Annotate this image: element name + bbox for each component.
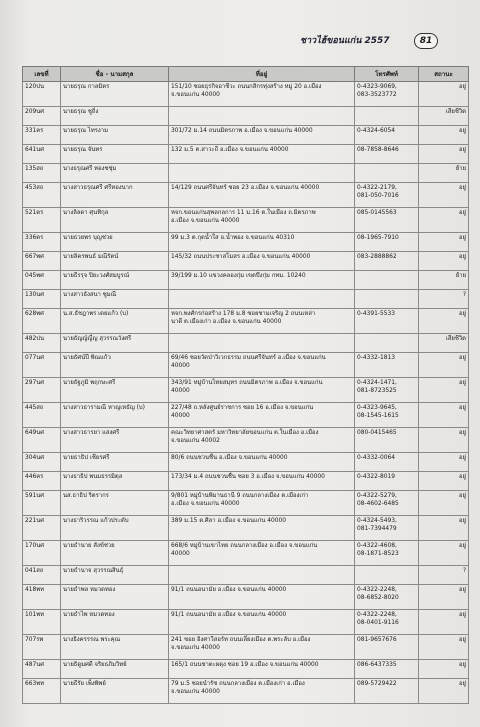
cell-address (169, 541, 355, 566)
table-header-row (23, 67, 469, 82)
cell-status: อยู่ (419, 183, 469, 208)
phone-line: 0-4324-6054 (357, 128, 395, 134)
cell-name: นายธวยพร บุญช่วย (61, 233, 169, 252)
cell-phone (355, 183, 419, 208)
col-header-address: ที่อยู่ (169, 67, 355, 82)
phone-line: 081-9657676 (357, 637, 397, 643)
phone-line: 089-5729422 (357, 681, 397, 687)
cell-name: นายธีรรุจ ปิยะวงศ์สมบูรณ์ (61, 271, 169, 290)
phone-line: 08-1965-7910 (357, 235, 399, 241)
page-number: 81 (414, 33, 438, 49)
cell-phone (355, 334, 419, 353)
table-row (23, 472, 469, 491)
cell-id: 453สถ (23, 183, 61, 208)
cell-name: นายธัศน์ปี พิณแก้ว (61, 353, 169, 378)
col-header-name: ชื่อ - นามสกุล (61, 67, 169, 82)
cell-status: อยู่ (419, 208, 469, 233)
cell-address (169, 516, 355, 541)
table-row (23, 233, 469, 252)
phone-line: 08-6852-8020 (357, 595, 399, 601)
address-line: 14/129 ถนนศรีจันทร์ ซอย 23 อ.เมือง จ.ขอนแก่น 40000 (171, 185, 320, 191)
address-line: หจก.พงศ์กรก่อสร้าง 178 ม.8 ซอยชามเจริญ 2 ถนนเหล่า (171, 311, 316, 317)
cell-id: 521ตร (23, 208, 61, 233)
cell-address (169, 660, 355, 679)
cell-phone (355, 453, 419, 472)
table-row (23, 183, 469, 208)
cell-address (169, 566, 355, 585)
cell-id: 418พท (23, 585, 61, 610)
cell-phone (355, 679, 419, 704)
table-row (23, 107, 469, 126)
table-row (23, 585, 469, 610)
table-row (23, 428, 469, 453)
phone-line: 081-050-7016 (357, 193, 399, 199)
address-line: 79 ม.5 ซอยนำรัช ถนนกลางเมือง ต.เมืองเก่า อ.เมือง (171, 681, 305, 687)
cell-id: 641นศ (23, 145, 61, 164)
cell-name: นางธาริวรรณ แก้วประดับ (61, 516, 169, 541)
address-line: จ.ขอนแก่น 40000 (171, 645, 220, 651)
table-row (23, 453, 469, 472)
cell-phone (355, 208, 419, 233)
cell-phone (355, 610, 419, 635)
address-line: 80/6 ถนนชวนชื่น อ.เมือง จ.ขอนแก่น 40000 (171, 455, 288, 461)
address-line: 40000 (171, 413, 190, 419)
cell-phone (355, 566, 419, 585)
cell-address (169, 252, 355, 271)
phone-line: 0-4332-1813 (357, 355, 395, 361)
cell-name: นายธรุณ กาลมิตร (61, 82, 169, 107)
cell-address (169, 208, 355, 233)
col-header-phone: โทรศัพท์ (355, 67, 419, 82)
cell-id: 170นศ (23, 541, 61, 566)
address-line: จ.ขอนแก่น 40000 (171, 689, 220, 695)
phone-line: 0-4322-5279, (357, 493, 397, 499)
cell-id: 446คร (23, 472, 61, 491)
cell-status: ? (419, 566, 469, 585)
col-header-status: สถานะ (419, 67, 469, 82)
cell-phone (355, 271, 419, 290)
table-row (23, 610, 469, 635)
phone-line: 0-4323-9069, (357, 84, 397, 90)
cell-phone (355, 541, 419, 566)
phone-line: 086-6437335 (357, 662, 397, 668)
phone-line: 081-7394479 (357, 526, 397, 532)
phone-line: 08-7858-8646 (357, 147, 399, 153)
col-header-id: เลขที่ (23, 67, 61, 82)
cell-phone (355, 585, 419, 610)
cell-name: นายธีรัย เพ็งพิพย์ (61, 679, 169, 704)
cell-phone (355, 164, 419, 183)
address-line: 91/1 ถนนอนามัย อ.เมือง จ.ขอนแก่น 40000 (171, 587, 287, 593)
cell-name: นายธำนาย สังข์ช่วย (61, 541, 169, 566)
cell-id: 101พท (23, 610, 61, 635)
cell-phone (355, 107, 419, 126)
cell-id: 297นศ (23, 378, 61, 403)
table-row (23, 516, 469, 541)
cell-status: อยู่ (419, 585, 469, 610)
cell-phone (355, 491, 419, 516)
cell-status: อยู่ (419, 309, 469, 334)
cell-phone (355, 353, 419, 378)
phone-line: 085-0145563 (357, 210, 397, 216)
phone-line: 0-4324-5493, (357, 518, 397, 524)
cell-id: 130นศ (23, 290, 61, 309)
address-line: 99 ม.3 ต.กุดน้ำใส อ.น้ำพอง จ.ขอนแก่น 40310 (171, 235, 295, 241)
cell-status: อยู่ (419, 516, 469, 541)
table-row (23, 679, 469, 704)
cell-address (169, 403, 355, 428)
cell-name: นางสาวธังสนา ซูมณี (61, 290, 169, 309)
cell-name: นายลิครพนธ์ มณีรัตน์ (61, 252, 169, 271)
cell-name: นายธำนาจ สุวรรณสินธุ์ (61, 566, 169, 585)
address-line: 40000 (171, 363, 190, 369)
cell-address (169, 353, 355, 378)
cell-address (169, 585, 355, 610)
cell-phone (355, 126, 419, 145)
phone-line: 0-4322-4608, (357, 543, 397, 549)
cell-status: อยู่ (419, 541, 469, 566)
table-row (23, 566, 469, 585)
address-line: 40000 (171, 551, 190, 557)
table-row (23, 378, 469, 403)
table-row (23, 271, 469, 290)
cell-phone (355, 635, 419, 660)
phone-line: 08-4602-6485 (357, 501, 399, 507)
address-line: 343/91 หมู่บ้านไทยสมุทร ถนนมิตรภาพ อ.เมือง จ.ขอนแก่น (171, 380, 323, 386)
table-body (23, 82, 469, 704)
cell-id: 663พท (23, 679, 61, 704)
cell-name: นายธิดูมศดี จริยธภิมวิทย์ (61, 660, 169, 679)
cell-status: อยู่ (419, 635, 469, 660)
cell-status: เสียชีวิต (419, 334, 469, 353)
cell-id: 482ปน (23, 334, 61, 353)
cell-phone (355, 660, 419, 679)
cell-address (169, 635, 355, 660)
cell-address (169, 164, 355, 183)
cell-status: ? (419, 290, 469, 309)
cell-name: นายธรุณ ไทรงาม (61, 126, 169, 145)
address-line: หจก.ขอนแก่นสุพลกลการ 11 ม.16 ต.ในเมือง ถ.มิตรภาพ (171, 210, 316, 216)
address-line: 165/1 ถนนชาตะผดุง ซอย 19 อ.เมือง จ.ขอนแก่น 40000 (171, 662, 319, 668)
cell-address (169, 679, 355, 704)
table-row (23, 309, 469, 334)
address-line: จ.ขอนแก่น 40002 (171, 438, 220, 444)
cell-id: 649นศ (23, 428, 61, 453)
cell-status: อยู่ (419, 82, 469, 107)
table-row (23, 82, 469, 107)
phone-line: 0-4332-0064 (357, 455, 395, 461)
cell-status: อยู่ (419, 126, 469, 145)
cell-address (169, 145, 355, 164)
table-row (23, 126, 469, 145)
running-header: ชาวไฮ้ขอนแก่น 2557 (300, 36, 390, 46)
cell-phone (355, 252, 419, 271)
table-row (23, 252, 469, 271)
cell-id: 667พศ (23, 252, 61, 271)
cell-id: 077นศ (23, 353, 61, 378)
cell-name: นางธรุณศรี ทองชชุ่ม (61, 164, 169, 183)
cell-phone (355, 516, 419, 541)
cell-phone (355, 290, 419, 309)
cell-status: อยู่ (419, 428, 469, 453)
table-row (23, 660, 469, 679)
address-line: 69/46 ซอยวัดป่าวิเวกธรรม ถนนศรีจันทร์ อ.เมือง จ.ขอนแก่น (171, 355, 326, 361)
cell-name: นางสาวธารามณี หาญเหธัญ (บ) (61, 403, 169, 428)
cell-status: อยู่ (419, 679, 469, 704)
cell-status: อยู่ (419, 610, 469, 635)
address-line: 132 ม.5 ต.สาวะถี อ.เมือง จ.ขอนแก่น 40000 (171, 147, 289, 153)
cell-id: 445สถ (23, 403, 61, 428)
phone-line: 081-8723525 (357, 388, 397, 394)
member-table (22, 66, 469, 704)
cell-address (169, 491, 355, 516)
cell-name: นายธรุณ ชูถิ่ง (61, 107, 169, 126)
cell-id: 331คร (23, 126, 61, 145)
cell-address (169, 472, 355, 491)
address-line: อ.เมือง จ.ขอนแก่น 40000 (171, 218, 240, 224)
cell-name: นางสาวธารยา แสงศรี (61, 428, 169, 453)
address-line: 40000 (171, 388, 190, 394)
table-row (23, 334, 469, 353)
cell-id: 221นศ (23, 516, 61, 541)
address-line: 301/72 ม.14 ถนนมิตรภาพ อ.เมือง จ.ขอนแก่น 40000 (171, 128, 313, 134)
table-row (23, 164, 469, 183)
phone-line: 08-0401-9116 (357, 620, 399, 626)
phone-line: 08-1871-8523 (357, 551, 399, 557)
cell-status: อยู่ (419, 378, 469, 403)
cell-phone (355, 472, 419, 491)
cell-id: 487นศ (23, 660, 61, 679)
cell-status: ย้าย (419, 164, 469, 183)
cell-address (169, 290, 355, 309)
table-row (23, 145, 469, 164)
cell-status: อยู่ (419, 403, 469, 428)
cell-status: ย้าย (419, 271, 469, 290)
cell-address (169, 610, 355, 635)
phone-line: 0-4322-2248, (357, 587, 397, 593)
cell-status: อยู่ (419, 472, 469, 491)
cell-name: นางธิงครรรณ พระคุณ (61, 635, 169, 660)
address-line: อ.เมือง จ.ขอนแก่น 40000 (171, 501, 240, 507)
cell-name: นางลิลดา ศุนทิกุล (61, 208, 169, 233)
cell-id: 336ตร (23, 233, 61, 252)
address-line: 39/199 ม.10 แขวงคลองกุ่ม เขตบึงกุ่ม กทม. 10240 (171, 273, 306, 279)
cell-status: อยู่ (419, 453, 469, 472)
cell-name: น.ส.ธัชฎาพร เดยแก้ว (บ) (61, 309, 169, 334)
address-line: 173/34 ม.4 ถนนชวนชื่น ซอย 3 อ.เมือง จ.ขอนแก่น 40000 (171, 474, 325, 480)
table-row (23, 541, 469, 566)
cell-address (169, 82, 355, 107)
address-line: 9/801 หมู่บ้านพิมานธานี 9 ถนนกลางเมือง ต.เมืองเก่า (171, 493, 309, 499)
address-line: 151/10 ซอยธุรกิจอาชีวะ ถนนกสิกรทุ่งสร้าง หมู่ 20 อ.เมือง (171, 84, 322, 90)
address-line: 389 ม.15 ต.ศิลา อ.เมือง จ.ขอนแก่น 40000 (171, 518, 286, 524)
phone-line: 083-3523772 (357, 92, 397, 98)
cell-name: นายธาธิป เชียรศรี (61, 453, 169, 472)
address-line: 227/48 ถ.หลังศูนย์ราชการ ซอย 16 อ.เมือง จ.ขอนแก่น (171, 405, 314, 411)
cell-phone (355, 145, 419, 164)
cell-name: นส.ธาธิป ริตรากร (61, 491, 169, 516)
cell-status: อยู่ (419, 660, 469, 679)
cell-phone (355, 378, 419, 403)
cell-status: อยู่ (419, 145, 469, 164)
cell-status: อยู่ (419, 233, 469, 252)
cell-status: อยู่ (419, 252, 469, 271)
address-line: 91/1 ถนนอนามัย อ.เมือง จ.ขอนแก่น 40000 (171, 612, 287, 618)
address-line: 668/6 หมู่บ้านเขาไทย ถนนกลางเมือง อ.เมือง จ.ขอนแก่น (171, 543, 318, 549)
cell-id: 041สถ (23, 566, 61, 585)
phone-line: 0-4322-8019 (357, 474, 395, 480)
cell-address (169, 309, 355, 334)
cell-address (169, 271, 355, 290)
cell-address (169, 107, 355, 126)
table-row (23, 208, 469, 233)
phone-line: 0-4323-9645, (357, 405, 397, 411)
cell-status: อยู่ (419, 353, 469, 378)
cell-address (169, 183, 355, 208)
cell-name: นายธัญญ์ญี่ญ สุวรรณวังศรี (61, 334, 169, 353)
cell-id: 120ปน (23, 82, 61, 107)
cell-address (169, 453, 355, 472)
phone-line: 080-0415465 (357, 430, 397, 436)
cell-name: นางธาธิป พนมธรรมิตุล (61, 472, 169, 491)
cell-phone (355, 428, 419, 453)
phone-line: 0-4322-2248, (357, 612, 397, 618)
cell-status: อยู่ (419, 491, 469, 516)
cell-name: นางสาวธรุณศรี ศรีทองนาก (61, 183, 169, 208)
cell-id: 304นศ (23, 453, 61, 472)
cell-status: เสียชีวิต (419, 107, 469, 126)
table-row (23, 403, 469, 428)
cell-address (169, 334, 355, 353)
cell-id: 591นศ (23, 491, 61, 516)
phone-line: 0-4391-5533 (357, 311, 395, 317)
table-row (23, 635, 469, 660)
cell-address (169, 378, 355, 403)
cell-phone (355, 233, 419, 252)
cell-name: นายธัฐภูมิ พฤกษะศรี (61, 378, 169, 403)
cell-address (169, 233, 355, 252)
table-row (23, 353, 469, 378)
phone-line: 0-4324-1471, (357, 380, 397, 386)
cell-id: 209นศ (23, 107, 61, 126)
cell-name: นายธรุณ จันทร (61, 145, 169, 164)
address-line: 145/32 ถนนประชาสโมสร อ.เมือง จ.ขอนแก่น 40000 (171, 254, 311, 260)
phone-line: 083-2888862 (357, 254, 397, 260)
address-line: 241 ซอย อิงศาวีสอร์ท ถนนเลี่ยงเมือง ต.พระลับ อ.เมือง (171, 637, 311, 643)
table-row (23, 290, 469, 309)
address-line: คณะวิทยาศาสตร์ มหาวิทยาลัยขอนแก่น ต.ในเมือง อ.เมือง (171, 430, 319, 436)
cell-phone (355, 309, 419, 334)
cell-phone (355, 82, 419, 107)
cell-address (169, 428, 355, 453)
address-line: จ.ขอนแก่น 40000 (171, 92, 220, 98)
cell-id: 707รพ (23, 635, 61, 660)
table-row (23, 491, 469, 516)
address-line: นาดี ต.เมืองเก่า อ.เมือง จ.ขอนแก่น 40000 (171, 319, 282, 325)
phone-line: 0-4322-2179, (357, 185, 397, 191)
cell-id: 628พศ (23, 309, 61, 334)
cell-name: นายธำพล หมวดทอง (61, 585, 169, 610)
cell-address (169, 126, 355, 145)
cell-id: 045พศ (23, 271, 61, 290)
phone-line: 08-1545-1615 (357, 413, 399, 419)
cell-name: นายธำไพ หมวดทอง (61, 610, 169, 635)
cell-id: 135สถ (23, 164, 61, 183)
cell-phone (355, 403, 419, 428)
